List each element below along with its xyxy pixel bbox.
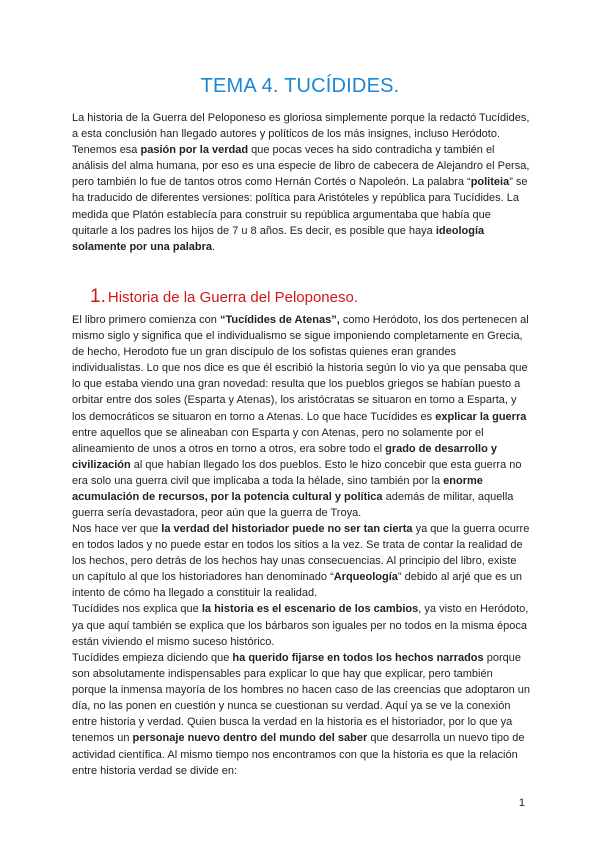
text-run: ” debido al arjé que es un intento de cómo ha llegado a constituir la realidad. <box>72 571 523 600</box>
emphasis-text: ha querido fijarse en todos los hechos narrados <box>232 652 484 664</box>
section-paragraph-2 <box>72 521 530 650</box>
emphasis-text: personaje nuevo dentro del mundo del saber <box>132 732 368 745</box>
text-run: entre aquellos que se alineaban con Esparta y con Atenas, pero no solamente por el alineamiento de unos a otros en torno a otros, era sobre todo el <box>72 426 484 455</box>
emphasis-text: la historia es el escenario de los cambios <box>201 603 419 616</box>
emphasis-text: “Tucídides de Atenas”, <box>219 314 340 326</box>
intro-paragraph <box>72 110 530 255</box>
text-run: que desarrolla un nuevo tipo de actividad científica. Al mismo tiempo nos encontramos con que la historia es que la relación entre historia verdad se divide en: <box>72 732 525 777</box>
emphasis-text: enorme acumulación de recursos, por la potencia cultural y política <box>72 474 483 504</box>
emphasis-text: explicar la guerra <box>435 410 527 423</box>
emphasis-text: la verdad del historiador puede no ser tan cierta <box>161 523 413 535</box>
section-heading <box>90 286 358 308</box>
emphasis-text: grado de desarrollo y civilización <box>72 442 497 471</box>
text-run: como Heródoto, los dos pertenecen al mismo siglo y significa que el individualismo se sigue imponiendo completamente en Grecia, de hecho, Herodoto fue un gran discípulo de los sofistas quienes eran grandes individualistas. Lo que nos dice es que él escribió la historia según lo vio ya que pensaba que lo que estaba viendo una gran novedad: resulta que los pueblos griegos se habían puesto a orbitar entre dos soles (Esparta y Atenas), los aristócratas se situaron en torno a Esparta, y los democráticos se situaron en torno a Atenas. Lo que hace Tucídides es <box>72 314 529 423</box>
text-run: ” se ha traducido de diferentes versiones: política para Aristóteles y república para Tucídides. La medida que Platón establecía para construir su república argumentaba que había que quitarle a los padres los hijos de 7 u 8 años. Es decir, es posible que haya <box>72 176 528 237</box>
section-number: 1. <box>90 286 106 307</box>
text-run: que pocas veces ha sido contradicha y también el análisis del alma humana, por eso es una especie de libro de cabecera de Alejandro el Persa, pero también lo fue de tantos otros como Hernán Cortés o Napoleón. La palabra “ <box>72 144 530 189</box>
section-paragraph-1 <box>72 312 530 521</box>
emphasis-text: pasión por la verdad <box>140 144 249 157</box>
text-run: , ya visto en Heródoto, ya que aquí también se explica que los bárbaros son iguales per no todos en la misma época están viviendo el mismo suceso histórico. <box>72 603 529 648</box>
emphasis-text: politeia <box>470 176 510 189</box>
text-run: al que habían llegado los dos pueblos. Esto le hizo concebir que esta guerra no era solo una guerra civil que implicaba a toda la hélade, sino también por la <box>72 458 522 487</box>
document-title: TEMA 4. TUCÍDIDES. <box>200 75 400 97</box>
emphasis-text: Arqueología <box>333 571 398 584</box>
text-run: porque son absolutamente indispensables para explicar lo que hay que explicar, pero también porque la inmensa mayoría de los hombres no hacen caso de las creencias que adoptaron un día, no las ponen en cuestión y nunca se cuestionan su verdad. Aquí ya se ve la conexión entre historia y verdad. Quien busca la verdad en la historia es el historiador, por lo que ya tenemos un <box>72 652 531 745</box>
section-paragraph-3 <box>72 650 530 779</box>
text-run: además de militar, aquella guerra sería devastadora, peor aún que la guerra de Troya. <box>72 491 514 520</box>
emphasis-text: ideología solamente por una palabra <box>72 224 485 253</box>
section-title: Historia de la Guerra del Peloponeso. <box>107 289 359 306</box>
text-run: Tucídides empieza diciendo que <box>72 652 233 664</box>
text-run: La historia de la Guerra del Peloponeso es gloriosa simplemente porque la redactó Tucídides, a esta conclusión han llegado autores y políticos de los más insignes, incluso Heródoto. Tenemos esa <box>72 112 530 157</box>
page-number: 1 <box>518 797 525 809</box>
text-run: Tucídides nos explica que <box>72 603 202 616</box>
text-run: ya que la guerra ocurre en todos lados y no puede estar en todos los sitios a la vez. Se trata de contar la realidad de los hechos, pero detrás de los hechos hay unas consecuencias. Al principio del libro, existe un capítulo al que los historiadores han denominado “ <box>72 523 530 584</box>
text-run: . <box>211 240 216 253</box>
text-run: Nos hace ver que <box>72 523 162 535</box>
text-run: El libro primero comienza con <box>72 314 220 326</box>
